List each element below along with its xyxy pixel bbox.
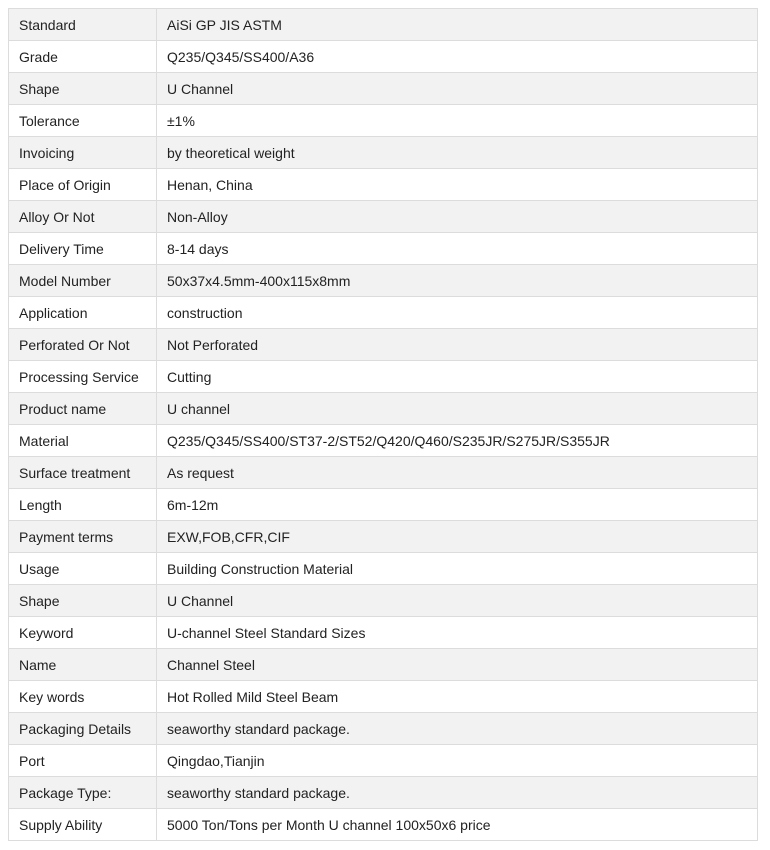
spec-label: Shape [9,585,157,617]
spec-label: Surface treatment [9,457,157,489]
spec-value: Not Perforated [157,329,758,361]
spec-value: by theoretical weight [157,137,758,169]
spec-label: Standard [9,9,157,41]
spec-row [9,521,758,553]
spec-label: Usage [9,553,157,585]
spec-label: Packaging Details [9,713,157,745]
spec-value: ±1% [157,105,758,137]
spec-value: Henan, China [157,169,758,201]
spec-row [9,489,758,521]
spec-value: As request [157,457,758,489]
spec-row [9,329,758,361]
spec-value: Q235/Q345/SS400/A36 [157,41,758,73]
spec-label: Processing Service [9,361,157,393]
spec-row [9,745,758,777]
spec-row [9,105,758,137]
spec-value: Cutting [157,361,758,393]
spec-row [9,553,758,585]
spec-value: 5000 Ton/Tons per Month U channel 100x50x6 price [157,809,758,841]
spec-label: Keyword [9,617,157,649]
spec-row [9,457,758,489]
spec-label: Grade [9,41,157,73]
specification-table-body [9,9,758,841]
spec-label: Application [9,297,157,329]
spec-row [9,617,758,649]
spec-label: Alloy Or Not [9,201,157,233]
spec-value: U-channel Steel Standard Sizes [157,617,758,649]
spec-label: Package Type: [9,777,157,809]
spec-label: Tolerance [9,105,157,137]
spec-value: U Channel [157,73,758,105]
spec-label: Port [9,745,157,777]
spec-value: 8-14 days [157,233,758,265]
spec-value: Hot Rolled Mild Steel Beam [157,681,758,713]
spec-value: U channel [157,393,758,425]
spec-label: Product name [9,393,157,425]
spec-value: AiSi GP JIS ASTM [157,9,758,41]
spec-label: Invoicing [9,137,157,169]
spec-value: Building Construction Material [157,553,758,585]
spec-label: Name [9,649,157,681]
spec-value: Channel Steel [157,649,758,681]
spec-row [9,713,758,745]
spec-label: Length [9,489,157,521]
spec-row [9,297,758,329]
specification-table [8,8,758,841]
spec-value: seaworthy standard package. [157,777,758,809]
spec-label: Supply Ability [9,809,157,841]
spec-value: Q235/Q345/SS400/ST37-2/ST52/Q420/Q460/S235JR/S275JR/S355JR [157,425,758,457]
spec-row [9,393,758,425]
spec-label: Material [9,425,157,457]
spec-label: Delivery Time [9,233,157,265]
spec-label: Shape [9,73,157,105]
spec-row [9,425,758,457]
spec-value: construction [157,297,758,329]
spec-row [9,681,758,713]
spec-row [9,201,758,233]
spec-row [9,169,758,201]
spec-row [9,649,758,681]
spec-row [9,137,758,169]
spec-row [9,73,758,105]
spec-value: seaworthy standard package. [157,713,758,745]
spec-value: 6m-12m [157,489,758,521]
spec-label: Model Number [9,265,157,297]
spec-label: Key words [9,681,157,713]
spec-row [9,585,758,617]
spec-row [9,361,758,393]
spec-row [9,777,758,809]
spec-label: Perforated Or Not [9,329,157,361]
spec-value: EXW,FOB,CFR,CIF [157,521,758,553]
spec-value: Non-Alloy [157,201,758,233]
spec-value: Qingdao,Tianjin [157,745,758,777]
spec-value: 50x37x4.5mm-400x115x8mm [157,265,758,297]
spec-row [9,41,758,73]
spec-label: Payment terms [9,521,157,553]
spec-row [9,233,758,265]
spec-label: Place of Origin [9,169,157,201]
spec-row [9,265,758,297]
spec-row [9,9,758,41]
spec-value: U Channel [157,585,758,617]
spec-row [9,809,758,841]
